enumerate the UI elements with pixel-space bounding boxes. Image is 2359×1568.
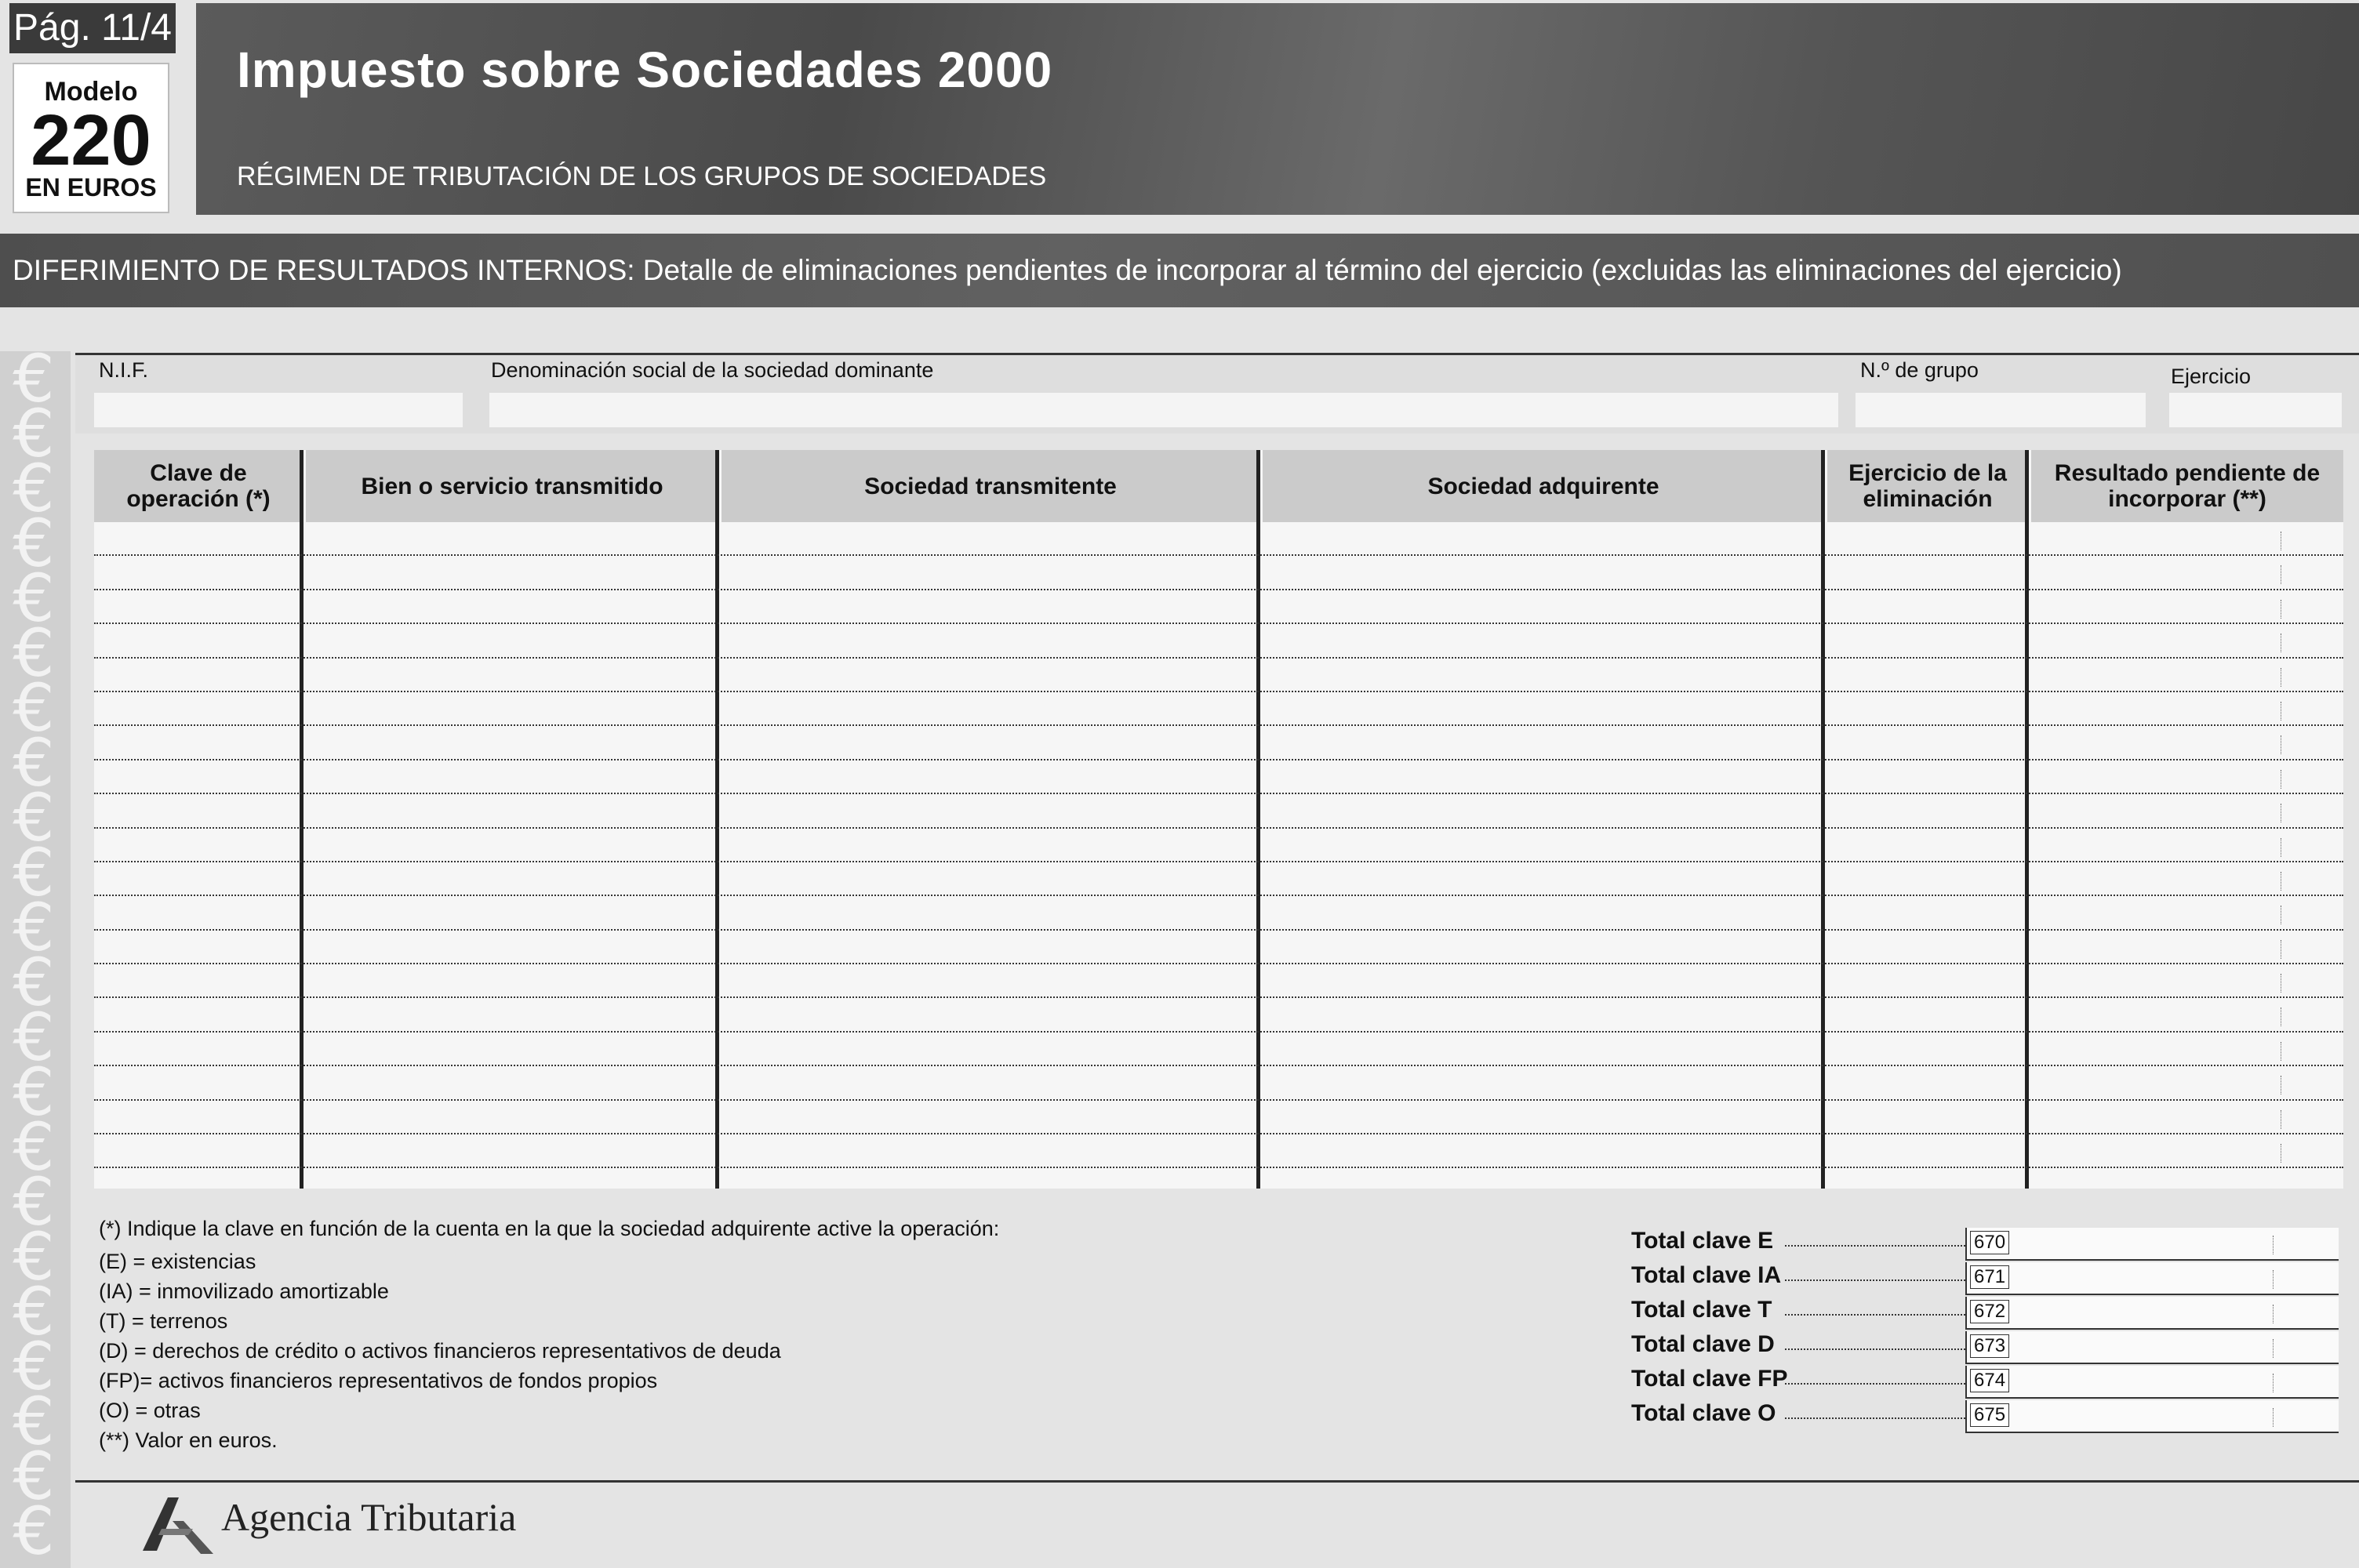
total-field-675[interactable] (1965, 1400, 2339, 1433)
table-row[interactable] (94, 556, 2343, 590)
box-code: 675 (1970, 1403, 2009, 1427)
box-code: 674 (1970, 1369, 2009, 1392)
euro-icon: € (13, 779, 55, 856)
section-title: DIFERIMIENTO DE RESULTADOS INTERNOS: Detalle de eliminaciones pendientes de incorporar al término del ejercicio (excluidas las eliminaciones del ejercicio) (0, 234, 2359, 307)
euro-icon: € (13, 505, 55, 582)
totals-block (1631, 1228, 2337, 1435)
col-header-clave: Clave de operación (*) (94, 450, 303, 522)
total-label: Total clave D (1631, 1331, 1775, 1357)
modelo-currency: EN EUROS (25, 173, 157, 201)
total-row-t (1631, 1297, 2337, 1331)
table-row[interactable] (94, 896, 2343, 930)
euro-icon: € (13, 615, 55, 691)
modelo-label: Modelo (44, 77, 138, 107)
agency-name: Agencia Tributaria (221, 1495, 517, 1539)
cents-separator (2273, 1408, 2274, 1427)
table-row[interactable] (94, 998, 2343, 1032)
table-row[interactable] (94, 760, 2343, 794)
total-row-e (1631, 1228, 2337, 1262)
table-row[interactable] (94, 1134, 2343, 1168)
grupo-label: N.º de grupo (1860, 358, 1979, 382)
table-row[interactable] (94, 522, 2343, 556)
cents-separator (2273, 1339, 2274, 1358)
box-code: 671 (1970, 1265, 2009, 1289)
identification-row (75, 353, 2359, 434)
euro-icon: € (13, 834, 55, 911)
form-subtitle: RÉGIMEN DE TRIBUTACIÓN DE LOS GRUPOS DE SOCIEDADES (237, 162, 1047, 191)
box-code: 673 (1970, 1334, 2009, 1358)
euro-icon: € (13, 351, 55, 417)
total-field-672[interactable] (1965, 1297, 2339, 1330)
col-header-adquirente: Sociedad adquirente (1263, 450, 1824, 522)
total-row-fp (1631, 1366, 2337, 1400)
col-header-transmitente: Sociedad transmitente (722, 450, 1259, 522)
note-valor: (**) Valor en euros. (99, 1428, 278, 1452)
total-field-673[interactable] (1965, 1331, 2339, 1364)
euro-icon: € (13, 889, 55, 966)
notes (99, 1214, 999, 1455)
euro-icon: € (13, 999, 55, 1076)
footer-divider (75, 1480, 2359, 1483)
denominacion-field[interactable] (489, 393, 1838, 427)
col-header-resultado: Resultado pendiente de incorporar (**) (2031, 450, 2343, 522)
euro-icon: € (13, 944, 55, 1021)
table-row[interactable] (94, 590, 2343, 624)
ejercicio-label: Ejercicio (2171, 365, 2252, 388)
euro-icon: € (13, 1109, 55, 1185)
eliminations-table (94, 450, 2343, 1189)
total-label: Total clave IA (1631, 1262, 1782, 1288)
euro-icon: € (13, 1054, 55, 1131)
box-code: 670 (1970, 1231, 2009, 1254)
total-label: Total clave O (1631, 1400, 1776, 1426)
table-row[interactable] (94, 659, 2343, 692)
col-header-bien: Bien o servicio transmitido (306, 450, 718, 522)
modelo-number: 220 (31, 100, 151, 180)
page-number: Pág. 11/4 (9, 3, 176, 53)
total-field-674[interactable] (1965, 1366, 2339, 1399)
total-field-670[interactable] (1965, 1228, 2339, 1261)
euro-icon: € (13, 1493, 55, 1568)
total-field-671[interactable] (1965, 1262, 2339, 1295)
table-row[interactable] (94, 1066, 2343, 1100)
nif-field[interactable] (94, 393, 463, 427)
table-row[interactable] (94, 692, 2343, 726)
total-label: Total clave E (1631, 1228, 1774, 1254)
agencia-tributaria-logo-icon (138, 1490, 216, 1557)
cents-separator (2273, 1374, 2274, 1392)
note-key-o: (O) = otras (99, 1399, 201, 1422)
nif-label: N.I.F. (99, 358, 149, 382)
ejercicio-field[interactable] (2169, 393, 2342, 427)
euro-icon: € (13, 395, 55, 472)
euro-icon: € (13, 724, 55, 801)
euro-icon: € (13, 670, 55, 746)
table-row[interactable] (94, 1101, 2343, 1134)
note-key-d: (D) = derechos de crédito o activos financieros representativos de deuda (99, 1339, 781, 1363)
note-key-ia: (IA) = inmovilizado amortizable (99, 1279, 389, 1303)
table-row[interactable] (94, 1033, 2343, 1066)
total-row-ia (1631, 1262, 2337, 1297)
euro-icon: € (13, 1438, 55, 1515)
table-row[interactable] (94, 964, 2343, 998)
euro-icon: € (13, 1383, 55, 1460)
note-key-t: (T) = terrenos (99, 1309, 228, 1333)
modelo-box (13, 63, 169, 213)
table-row[interactable] (94, 794, 2343, 828)
note-key-fp: (FP)= activos financieros representativos de fondos propios (99, 1369, 658, 1392)
title-band (196, 3, 2359, 215)
denominacion-label: Denominación social de la sociedad dominante (491, 358, 934, 382)
cents-separator (2273, 1236, 2274, 1254)
total-label: Total clave FP (1631, 1366, 1788, 1392)
table-row[interactable] (94, 726, 2343, 760)
total-row-d (1631, 1331, 2337, 1366)
euro-icon: € (13, 1328, 55, 1405)
note-key-e: (E) = existencias (99, 1250, 256, 1273)
grupo-field[interactable] (1856, 393, 2146, 427)
notes-intro: (*) Indique la clave en función de la cuenta en la que la sociedad adquirente active la operación: (99, 1217, 1000, 1240)
euro-icon: € (13, 1163, 55, 1240)
total-label: Total clave T (1631, 1297, 1772, 1323)
table-rows (94, 522, 2343, 1168)
cents-separator (2273, 1305, 2274, 1323)
euro-icon: € (13, 1218, 55, 1295)
col-header-ejercicio: Ejercicio de la eliminación (1827, 450, 2028, 522)
table-row[interactable] (94, 931, 2343, 964)
total-row-o (1631, 1400, 2337, 1435)
table-row[interactable] (94, 862, 2343, 896)
euro-strip (0, 351, 71, 1568)
euro-icon: € (13, 450, 55, 527)
euro-icon: € (13, 560, 55, 637)
box-code: 672 (1970, 1300, 2009, 1323)
table-row[interactable] (94, 624, 2343, 658)
euro-icon: € (13, 1273, 55, 1350)
cents-separator (2273, 1270, 2274, 1289)
table-row[interactable] (94, 829, 2343, 862)
form-title: Impuesto sobre Sociedades 2000 (237, 42, 1053, 98)
